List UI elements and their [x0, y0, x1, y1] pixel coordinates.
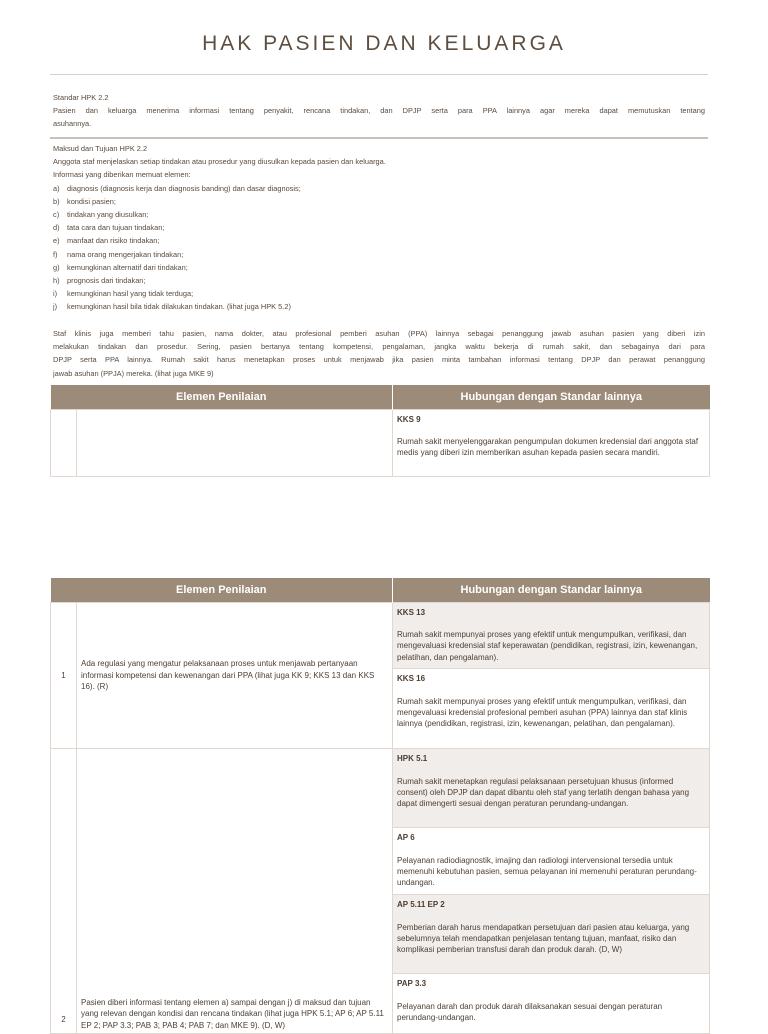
- list-item: c) tindakan yang diusulkan;: [53, 210, 149, 220]
- divider: [50, 74, 708, 75]
- elemen-table: [50, 578, 710, 1034]
- header-hubungan: Hubungan dengan Standar lainnya: [393, 385, 710, 409]
- list-item: a) diagnosis (diagnosis kerja dan diagnosis banding) dan dasar diagnosis;: [53, 183, 301, 193]
- list-item: g) kemungkinan alternatif dari tindakan;: [53, 262, 188, 272]
- list-item: b) kondisi pasien;: [53, 196, 116, 206]
- ref-code: HPK 5.1: [397, 754, 428, 764]
- ref-cell: [393, 409, 710, 476]
- maksud-text-line: Informasi yang diberikan memuat elemen:: [53, 170, 191, 180]
- table-row: [51, 409, 710, 476]
- list-item: f) nama orang mengerjakan tindakan;: [53, 249, 184, 259]
- row-number: 1: [51, 602, 77, 749]
- ref-text: Pelayanan radiodiagnostik, imajing dan radiologi intervensional tersedia untuk memenuhi kebutuhan pasien, semua pelayanan ini memenuhi peraturan perundang-undangan.: [397, 855, 697, 888]
- ref-cell: [393, 828, 710, 895]
- header-elemen: Elemen Penilaian: [51, 578, 393, 602]
- ref-cell: [393, 602, 710, 669]
- list-item: d) tata cara dan tujuan tindakan;: [53, 223, 165, 233]
- ref-cell: [393, 749, 710, 828]
- table-row: [51, 749, 710, 828]
- staf-text-line: jawab asuhan (PPJA) mereka. (lihat juga MKE 9): [53, 368, 214, 378]
- ref-text: Pelayanan darah dan produk darah dilaksanakan sesuai dengan peraturan perundang-undangan.: [397, 1001, 663, 1022]
- standar-text-line: Pasien dan keluarga menerima informasi tentang penyakit, rencana tindakan, dan DPJP serta para PPA lainnya agar mereka dapat memutuskan tentang: [53, 106, 705, 116]
- ref-text: Rumah sakit mempunyai proses yang efektif untuk mengumpulkan, verifikasi, dan mengevaluasi kredensial staf keperawatan (pendidikan, registrasi, izin, kewenangan, pelatihan, dan pengalaman).: [397, 629, 698, 662]
- table-row: [51, 602, 710, 669]
- staf-text-line: melakukan tindakan dan prosedur. Sering, pasien bertanya tentang kompetensi, pengalaman, jangka waktu bekerja di rumah sakit, dan sebagainya dari para: [53, 342, 705, 352]
- ref-cell: [393, 974, 710, 1034]
- standar-label: Standar HPK 2.2: [53, 93, 109, 102]
- staf-paragraph: [53, 327, 705, 380]
- header-elemen: Elemen Penilaian: [51, 385, 393, 409]
- ref-text: Pemberian darah harus mendapatkan persetujuan dari pasien atau keluarga, yang sebelumnya telah mendapatkan penjelasan tentang tujuan, manfaat, risiko dan komplikasi pemberian transfusi darah dan produk darah. (D, W): [397, 922, 690, 955]
- elemen-table-top: [50, 385, 710, 477]
- maksud-label: Maksud dan Tujuan HPK 2.2: [53, 144, 148, 153]
- standar-text-line: asuhannya.: [53, 119, 92, 129]
- staf-text-line: Staf klinis juga memberi tahu pasien, nama dokter, atau profesional pemberi asuhan (PPA) lainnya sebagai penanggung jawab asuhan pasien yang diberi izin: [53, 329, 705, 338]
- elemen-cell: Pasien diberi informasi tentang elemen a) sampai dengan j) di maksud dan tujuan yang relevan dengan kondisi dan rencana tindakan (lihat juga HPK 5.1; AP 6; AP 5.11 EP 2; PAP 3.3; PAB 3; PAB 4; PAB 7; dan MKE 9). (D, W): [77, 749, 393, 1034]
- row-number: 2: [51, 749, 77, 1034]
- ref-code: AP 6: [397, 833, 415, 843]
- ref-text: Rumah sakit mempunyai proses yang efektif untuk mengumpulkan, verifikasi, dan mengevaluasi kredensial profesional pemberi asuhan (PPA) lainnya dan staf klinis lainnya (pendidikan, registrasi, izin, kewenangan, pelatihan, dan pengalaman).: [397, 696, 688, 729]
- row-number: [51, 409, 77, 476]
- ref-text: Rumah sakit menyelenggarakan pengumpulan dokumen kredensial dari anggota staf medis yang diberi izin memberikan asuhan kepada pasien secara mandiri.: [397, 436, 699, 458]
- ref-code: KKS 16: [397, 674, 426, 684]
- elemen-cell: [77, 409, 393, 476]
- list-item: i) kemungkinan hasil yang tidak terduga;: [53, 289, 194, 299]
- list-item: e) manfaat dan risiko tindakan;: [53, 236, 160, 246]
- maksud-text-line: Anggota staf menjelaskan setiap tindakan atau prosedur yang diusulkan kepada pasien dan keluarga.: [53, 157, 386, 167]
- maksud-section: [53, 142, 705, 314]
- staf-text-line: DPJP serta PPA lainnya. Rumah sakit harus menetapkan proses untuk menjawab jika pasien minta tambahan informasi tentang DPJP dan perawat penanggung: [53, 355, 705, 365]
- elemen-cell: Ada regulasi yang mengatur pelaksanaan proses untuk menjawab pertanyaan informasi kompetensi dan kewenangan dari PPA (lihat juga KK 9; KKS 13 dan KKS 16). (R): [77, 602, 393, 749]
- ref-cell: [393, 895, 710, 974]
- ref-cell: [393, 669, 710, 749]
- ref-code: PAP 3.3: [397, 979, 427, 989]
- ref-code: AP 5.11 EP 2: [397, 900, 445, 910]
- ref-code: KKS 9: [397, 414, 421, 424]
- page-title: HAK PASIEN DAN KELUARGA: [202, 32, 566, 55]
- ref-text: Rumah sakit menetapkan regulasi pelaksanaan persetujuan khusus (informed consent) oleh DPJP dan dapat dibantu oleh staf yang terlatih dengan bahasa yang dapat dimengerti sesuai dengan peraturan perundang-undangan.: [397, 776, 690, 809]
- list-item: h) prognosis dari tindakan;: [53, 276, 146, 286]
- header-hubungan: Hubungan dengan Standar lainnya: [393, 578, 710, 602]
- ref-code: KKS 13: [397, 607, 426, 617]
- divider: [50, 137, 708, 139]
- list-item: j) kemungkinan hasil bila tidak dilakukan tindakan. (lihat juga HPK 5.2): [53, 302, 291, 312]
- standar-section: [53, 91, 705, 131]
